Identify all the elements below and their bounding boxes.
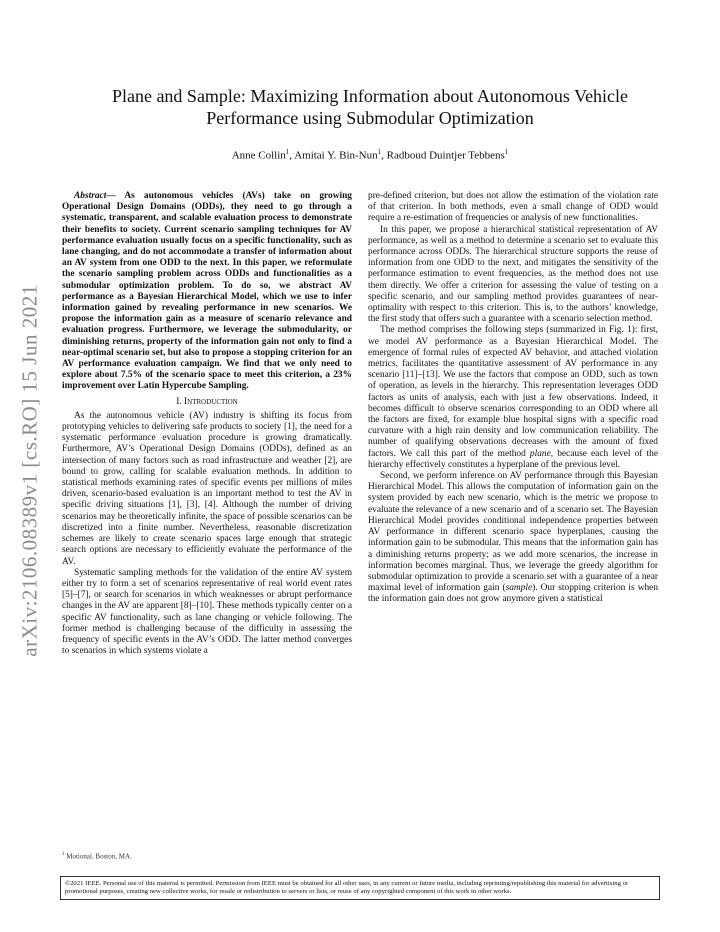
body-text: Second, we perform inference on AV performance through this Bayesian Hierarchical Model. This allows the computation of information gain on the system provided by each new scenario, which is the metric we propose to evaluate the relevance of a new scenario and of a scenario set. The Bayesian Hierarchical Model provides conditional independence properties between AV performance in different scenario space hyperplanes, causing the information gain to be submodular. This means that the information gain has a diminishing returns property; as we add more scenarios, the increase in information becomes marginal. Thus, we leverage the greedy algorithm for submodular optimization to provide a scenario set with a guarantee of a near maximal level of information gain ( (368, 471, 658, 594)
left-column (62, 191, 352, 657)
body-text: , because each level of the hierarchy effectively constitutes a hyperplane of the previous level. (368, 448, 658, 470)
copyright-notice: ©2021 IEEE. Personal use of this material is permitted. Permission from IEEE must be obtained for all other uses, in any current or future media, including reprinting/republishing this material for advertising or promotional purposes, creating new collective works, for resale or redistribution to servers or lists, or reuse of any copyrighted component of this work in other works. (60, 876, 660, 900)
footnote-text: Motional. Boston, MA. (64, 852, 132, 861)
body-paragraph: pre-defined criterion, but does not allow the estimation of the violation rate of that criterion. In both methods, even a small change of ODD would require a re-estimation of frequencies or analysis of new functionalities. (368, 191, 658, 224)
abstract (62, 191, 352, 393)
body-paragraph (368, 471, 658, 605)
body-paragraph: In this paper, we propose a hierarchical statistical representation of AV performance, as well as a method to determine a scenario set to evaluate this performance across ODDs. The hierarchical structure supports the reuse of information from one ODD to the next, and mitigates the sensitivity of the performance estimation to event frequencies, as the method does not use them directly. We offer a criterion for assessing the value of testing on a specific scenario, and our sampling method provides guarantees of near-optimality with respect to this criterion. This is, to the authors’ knowledge, the first study that offers such a guarantee with a scenario selection method. (368, 224, 658, 325)
section-heading-introduction: I. Introduction (176, 396, 238, 407)
author-name: Amitai Y. Bin-Nun (294, 149, 378, 162)
body-paragraph: Systematic sampling methods for the validation of the entire AV system either try to form a set of scenarios representative of real world event rates [5]–[7], or search for scenarios in which weaknesses or abrupt performance changes in the AV are apparent [8]–[10]. These methods typically center on a specific AV functionality, such as lane changing or vehicle following. The former method is challenging because of the difficulty in assessing the frequency of specific events in the AV’s ODD. The latter method converges to scenarios in which systems violate a (62, 567, 352, 657)
emphasized-term: plane (529, 448, 551, 459)
body-paragraph: As the autonomous vehicle (AV) industry is shifting its focus from prototyping vehicles to delivering safe products to society [1], the need for a systematic performance evaluation procedure is growing dramatically. Furthermore, AV’s Operational Design Domains (ODDs), defined as an intersection of many factors such as road infrastructure and weather [2], are bound to grow, calling for scalable evaluation methods. In addition to statistical methods examining rates of specific events per millions of miles driven, scenario-based evaluation is an important method to test the AV in specific driving situations [1], [3], [4]. Although the number of driving scenarios may be theoretically infinite, the space of possible scenarios can be discretized into a finite number. Nevertheless, reasonable discretization schemes are likely to create scenario spaces large enough that strategic search options are necessary to efficiently evaluate the performance of the AV. (62, 410, 352, 567)
arxiv-identifier (8, 240, 52, 700)
abstract-text: — As autonomous vehicles (AVs) take on growing Operational Design Domains (ODDs), they need to go through a systematic, transparent, and scalable evaluation process to demonstrate their benefits to society. Current scenario sampling techniques for AV performance evaluation usually focus on a specific functionality, such as lane changing, and do not accommodate a transfer of information about an AV system from one ODD to the next. In this paper, we reformulate the scenario sampling problem across ODDs and functionalities as a submodular optimization problem. To do so, we abstract AV performance as a Bayesian Hierarchical Model, which we use to infer information gained by revealing performance in new scenarios. We propose the information gain as a measure of scenario relevance and evaluation progress. Furthermore, we leverage the submodularity, or diminishing returns, property of the information gain not only to find a near-optimal scenario set, but also to propose a stopping criterion for an AV performance evaluation campaign. We find that we only need to explore about 7.5% of the scenario space to meet this criterion, a 23% improvement over Latin Hypercube Sampling. (62, 191, 352, 392)
body-text: The method comprises the following steps (summarized in Fig. 1): first, we model AV performance as a Bayesian Hierarchical Model. The emergence of formal rules of expected AV behavior, and attached violation metrics, facilitates the quantitative assessment of AV performance in any scenario [11]–[13]. We use the factors that compose an ODD, such as town of operation, as levels in the hierarchy. This representation leverages ODD factors as units of analysis, each with just a few observations. Indeed, it becomes difficult to observe scenarios corresponding to an ODD where all the factors are fixed, for example blue hospital signs with a specific road curvature with a high rain density and low communication reliability. The number of qualifying observations decreases with the amount of fixed factors. We call this part of the method (368, 325, 658, 459)
author-name: Radboud Duintjer Tebbens (386, 149, 505, 162)
emphasized-term: sample (505, 583, 533, 594)
paper-title: Plane and Sample: Maximizing Information about Autonomous Vehicle Performance using Submodular Optimization (111, 86, 629, 128)
author-affiliation-mark: 1 (504, 148, 509, 156)
abstract-label: Abstract (74, 191, 107, 201)
author-name: Anne Collin (231, 149, 286, 162)
footnote-mark: 1 (62, 852, 65, 857)
right-column (368, 191, 658, 606)
author-list: Anne Collin$^1$, Amitai Y. Bin-Nun$^1$, Radboud Duintjer Tebbens$^1$ (231, 148, 509, 162)
author-affiliation-mark: 1 (377, 148, 382, 156)
body-paragraph (368, 325, 658, 471)
affiliation-footnote (62, 852, 132, 860)
body-text: ). Our stopping criterion is when the information gain does not grow anymore given a statistical (368, 583, 659, 605)
arxiv-id-text: arXiv:2106.08389v1 [cs.RO] 15 Jun 2021 (17, 283, 42, 657)
author-affiliation-mark: 1 (285, 148, 290, 156)
